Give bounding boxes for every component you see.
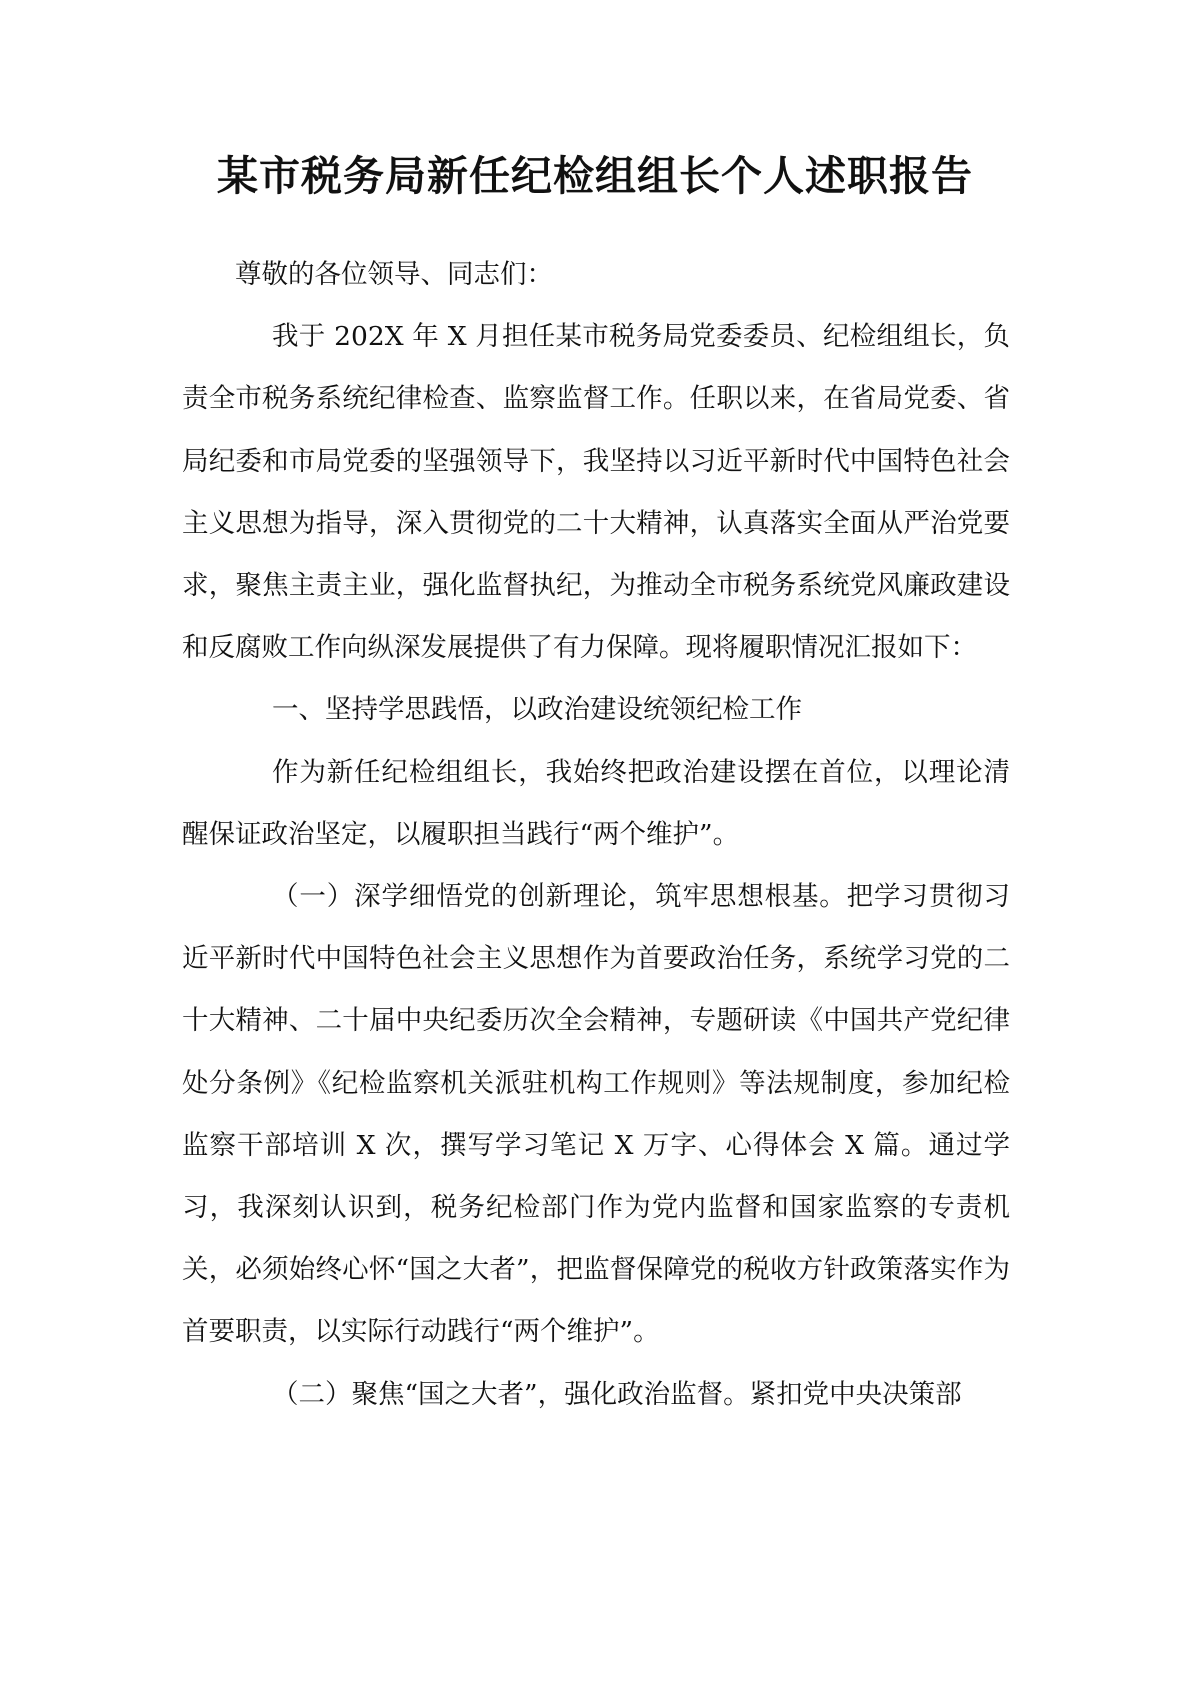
paragraph-section-1: 作为新任纪检组组长，我始终把政治建设摆在首位，以理论清醒保证政治坚定，以履职担当践行“两个维护”。: [182, 756, 1010, 850]
document-title: 某市税务局新任纪检组组长个人述职报告: [217, 152, 973, 200]
document-body: [182, 244, 1010, 1426]
section-heading-1: 一、坚持学思践悟，以政治建设统领纪检工作: [272, 694, 802, 726]
paragraph-subsection-1: （一）深学细悟党的创新理论，筑牢思想根基。把学习贯彻习近平新时代中国特色社会主义思想作为首要政治任务，系统学习党的二十大精神、二十届中央纪委历次全会精神，专题研读《中国共产党纪律处分条例》《纪检监察机关派驻机构工作规则》等法规制度，参加纪检监察干部培训 X 次，撰写学习笔记 X 万字、心得体会 X 篇。通过学习，我深刻认识到，税务纪检部门作为党内监督和国家监察的专责机关，必须始终心怀“国之大者”，把监督保障党的税收方针政策落实作为首要职责，以实际行动践行“两个维护”。: [182, 881, 1010, 1348]
salutation: 尊敬的各位领导、同志们：: [235, 259, 553, 290]
paragraph-subsection-2: （二）聚焦“国之大者”，强化政治监督。紧扣党中央决策部: [272, 1378, 962, 1410]
paragraph-intro: 我于 202X 年 X 月担任某市税务局党委委员、纪检组组长，负责全市税务系统纪律检查、监察监督工作。任职以来，在省局党委、省局纪委和市局党委的坚强领导下，我坚持以习近平新时代中国特色社会主义思想为指导，深入贯彻党的二十大精神，认真落实全面从严治党要求，聚焦主责主业，强化监督执纪，为推动全市税务系统党风廉政建设和反腐败工作向纵深发展提供了有力保障。现将履职情况汇报如下：: [182, 321, 1010, 664]
